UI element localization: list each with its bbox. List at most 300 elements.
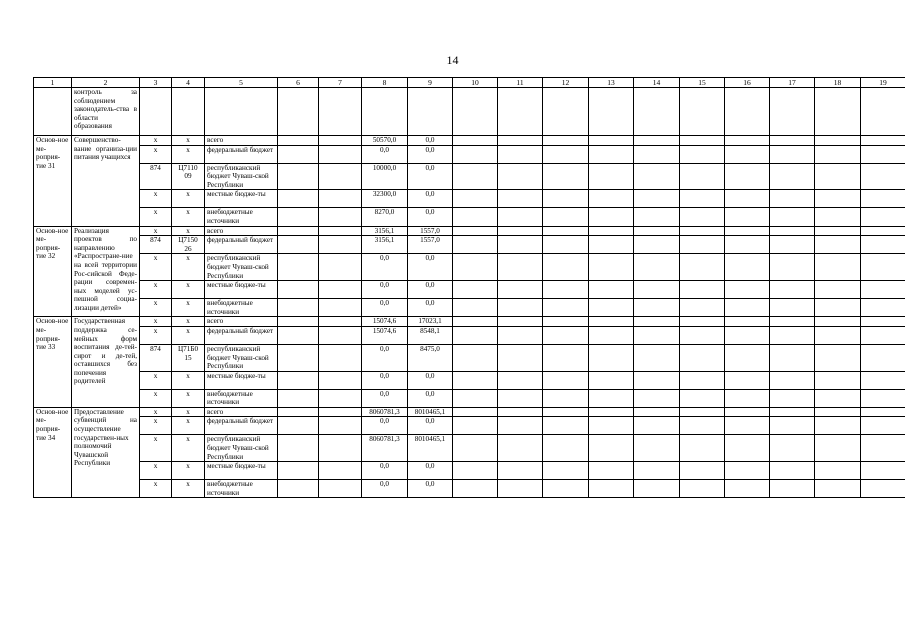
section-cell: x: [172, 190, 205, 208]
value-2018: 0,0: [408, 371, 453, 389]
empty-cell: [498, 236, 543, 254]
empty-cell: [589, 389, 634, 407]
empty-cell: [278, 326, 319, 344]
table-row: [34, 163, 905, 190]
empty-cell: [453, 88, 498, 136]
value-2018: 8010465,1: [408, 435, 453, 462]
empty-cell: [543, 254, 589, 281]
table-row: [34, 389, 905, 407]
empty-cell: [453, 407, 498, 417]
empty-cell: [634, 136, 680, 146]
activity-name: Государственная поддержка се-мейных форм воспитания де-тей-сирот и де-тей, оставшихся без попечения родителей: [72, 317, 140, 408]
grbs-cell: x: [140, 435, 172, 462]
empty-cell: [453, 435, 498, 462]
header-cell: 16: [725, 78, 770, 88]
name-cell: контроль за соблюдением законодатель-ства в области образования: [72, 88, 140, 136]
table-row: [34, 136, 905, 146]
empty-cell: [725, 236, 770, 254]
empty-cell: [680, 281, 725, 299]
header-cell: 4: [172, 78, 205, 88]
value-2018: 8475,0: [408, 344, 453, 371]
empty-cell: [453, 190, 498, 208]
value-2018: 0,0: [408, 208, 453, 226]
grbs-cell: x: [140, 462, 172, 480]
empty-cell: [319, 281, 362, 299]
empty-cell: [453, 480, 498, 498]
empty-cell: [634, 299, 680, 317]
section-cell: x: [172, 299, 205, 317]
empty-cell: [815, 281, 861, 299]
empty-cell: [861, 145, 905, 163]
empty-cell: [861, 344, 905, 371]
value-2017: 0,0: [362, 344, 408, 371]
empty-cell: [319, 190, 362, 208]
budget-table: [33, 77, 905, 498]
empty-cell: [815, 136, 861, 146]
funding-source: всего: [205, 407, 278, 417]
header-cell: 5: [205, 78, 278, 88]
empty-cell: [498, 254, 543, 281]
empty-cell: [589, 407, 634, 417]
empty-cell: [770, 299, 815, 317]
empty-cell: [725, 163, 770, 190]
empty-cell: [725, 208, 770, 226]
funding-source: республиканский бюджет Чуваш-ской Республики: [205, 344, 278, 371]
empty-cell: [680, 190, 725, 208]
empty-cell: [543, 417, 589, 435]
empty-cell: [453, 254, 498, 281]
empty-cell: [770, 435, 815, 462]
grbs-cell: x: [140, 299, 172, 317]
empty-cell: [815, 417, 861, 435]
empty-cell: [815, 435, 861, 462]
empty-cell: [453, 389, 498, 407]
empty-cell: [725, 326, 770, 344]
empty-cell: [815, 208, 861, 226]
table-row: [34, 435, 905, 462]
table-body: [34, 78, 905, 498]
value-2018: 0,0: [408, 190, 453, 208]
empty-cell: [725, 88, 770, 136]
empty-cell: [861, 435, 905, 462]
empty-cell: [453, 136, 498, 146]
empty-cell: [278, 145, 319, 163]
value-2018: 1557,0: [408, 236, 453, 254]
empty-cell: [498, 344, 543, 371]
empty-cell: [725, 480, 770, 498]
value-2018: 0,0: [408, 136, 453, 146]
activity-name: Совершенство-вание организа-ции питания учащихся: [72, 136, 140, 227]
empty-cell: [770, 407, 815, 417]
empty-cell: [319, 326, 362, 344]
empty-cell: [725, 435, 770, 462]
empty-cell: [634, 326, 680, 344]
empty-cell: [543, 326, 589, 344]
empty-cell: [680, 163, 725, 190]
empty-cell: [589, 136, 634, 146]
empty-cell: [319, 462, 362, 480]
empty-cell: [861, 417, 905, 435]
funding-source: федеральный бюджет: [205, 236, 278, 254]
grbs-cell: 874: [140, 163, 172, 190]
header-cell: 19: [861, 78, 905, 88]
header-cell: 1: [34, 78, 72, 88]
empty-cell: [278, 226, 319, 236]
value-2018: 0,0: [408, 389, 453, 407]
value-2017: 0,0: [362, 371, 408, 389]
empty-cell: [589, 190, 634, 208]
empty-cell: [634, 163, 680, 190]
empty-cell: [453, 299, 498, 317]
empty-cell: [861, 371, 905, 389]
empty-cell: [680, 145, 725, 163]
grbs-cell: 874: [140, 344, 172, 371]
header-cell: 10: [453, 78, 498, 88]
empty-cell: [589, 480, 634, 498]
empty-cell: [543, 163, 589, 190]
empty-cell: [770, 344, 815, 371]
empty-cell: [498, 317, 543, 327]
empty-cell: [589, 163, 634, 190]
empty-cell: [278, 407, 319, 417]
code-cell: [34, 88, 72, 136]
empty-cell: [589, 462, 634, 480]
value-2017: 8060781,3: [362, 407, 408, 417]
header-cell: 12: [543, 78, 589, 88]
value-2017: 0,0: [362, 480, 408, 498]
empty-cell: [278, 389, 319, 407]
empty-cell: [453, 417, 498, 435]
empty-cell: [589, 417, 634, 435]
value-2017: 0,0: [362, 254, 408, 281]
empty-cell: [770, 480, 815, 498]
empty-cell: [815, 299, 861, 317]
empty-cell: [725, 299, 770, 317]
empty-cell: [815, 145, 861, 163]
table-row: [34, 254, 905, 281]
empty-cell: [498, 407, 543, 417]
empty-cell: [319, 317, 362, 327]
grbs-cell: x: [140, 407, 172, 417]
funding-source: местные бюдже-ты: [205, 462, 278, 480]
empty-cell: [278, 208, 319, 226]
value-2017: 3156,1: [362, 226, 408, 236]
section-cell: x: [172, 389, 205, 407]
header-cell: 13: [589, 78, 634, 88]
empty-cell: [543, 480, 589, 498]
empty-cell: [362, 88, 408, 136]
empty-cell: [543, 145, 589, 163]
empty-cell: [278, 254, 319, 281]
empty-cell: [634, 254, 680, 281]
empty-cell: [589, 299, 634, 317]
empty-cell: [634, 190, 680, 208]
section-cell: x: [172, 435, 205, 462]
empty-cell: [498, 163, 543, 190]
empty-cell: [770, 145, 815, 163]
value-2018: 0,0: [408, 163, 453, 190]
empty-cell: [634, 417, 680, 435]
empty-cell: [770, 208, 815, 226]
empty-cell: [278, 88, 319, 136]
empty-cell: [770, 462, 815, 480]
value-2017: 8270,0: [362, 208, 408, 226]
empty-cell: [319, 208, 362, 226]
header-cell: 11: [498, 78, 543, 88]
empty-cell: [815, 163, 861, 190]
table-row: [34, 344, 905, 371]
empty-cell: [278, 344, 319, 371]
table-row: [34, 145, 905, 163]
empty-cell: [319, 163, 362, 190]
section-cell: Ц7110 09: [172, 163, 205, 190]
empty-cell: [498, 480, 543, 498]
empty-cell: [680, 407, 725, 417]
empty-cell: [278, 236, 319, 254]
empty-cell: [770, 236, 815, 254]
empty-cell: [680, 299, 725, 317]
section-cell: Ц71Б0 15: [172, 344, 205, 371]
empty-cell: [319, 407, 362, 417]
table-row: [34, 226, 905, 236]
empty-cell: [815, 254, 861, 281]
empty-cell: [725, 389, 770, 407]
empty-cell: [278, 317, 319, 327]
empty-cell: [589, 236, 634, 254]
empty-cell: [861, 480, 905, 498]
grbs-cell: x: [140, 480, 172, 498]
empty-cell: [589, 281, 634, 299]
grbs-cell: x: [140, 136, 172, 146]
grbs-cell: x: [140, 317, 172, 327]
empty-cell: [680, 417, 725, 435]
empty-cell: [453, 163, 498, 190]
value-2018: 0,0: [408, 145, 453, 163]
empty-cell: [770, 417, 815, 435]
empty-cell: [498, 326, 543, 344]
table-row: [34, 281, 905, 299]
table-row: [34, 417, 905, 435]
empty-cell: [498, 136, 543, 146]
empty-cell: [815, 317, 861, 327]
table-row: [34, 236, 905, 254]
empty-cell: [861, 226, 905, 236]
empty-cell: [278, 299, 319, 317]
funding-source: республиканский бюджет Чуваш-ской Республики: [205, 254, 278, 281]
empty-cell: [498, 417, 543, 435]
grbs-cell: x: [140, 417, 172, 435]
table-row: [34, 480, 905, 498]
funding-source: всего: [205, 136, 278, 146]
empty-cell: [453, 317, 498, 327]
empty-cell: [634, 317, 680, 327]
activity-code: Основ-ное ме-роприя-тие 31: [34, 136, 72, 227]
empty-cell: [634, 88, 680, 136]
empty-cell: [861, 299, 905, 317]
empty-cell: [634, 407, 680, 417]
empty-cell: [498, 299, 543, 317]
grbs-cell: x: [140, 389, 172, 407]
empty-cell: [861, 281, 905, 299]
section-cell: x: [172, 407, 205, 417]
section-cell: x: [172, 281, 205, 299]
empty-cell: [543, 88, 589, 136]
empty-cell: [770, 88, 815, 136]
empty-cell: [319, 136, 362, 146]
grbs-cell: x: [140, 281, 172, 299]
empty-cell: [861, 163, 905, 190]
grbs-cell: x: [140, 254, 172, 281]
empty-cell: [319, 417, 362, 435]
empty-cell: [815, 407, 861, 417]
empty-cell: [815, 344, 861, 371]
empty-cell: [634, 462, 680, 480]
empty-cell: [319, 236, 362, 254]
empty-cell: [543, 299, 589, 317]
empty-cell: [861, 236, 905, 254]
empty-cell: [680, 254, 725, 281]
funding-source: местные бюдже-ты: [205, 190, 278, 208]
empty-cell: [589, 208, 634, 226]
empty-cell: [498, 145, 543, 163]
empty-cell: [589, 254, 634, 281]
empty-cell: [815, 389, 861, 407]
value-2018: 0,0: [408, 254, 453, 281]
empty-cell: [589, 371, 634, 389]
funding-source: республиканский бюджет Чуваш-ской Республики: [205, 435, 278, 462]
empty-cell: [680, 435, 725, 462]
empty-cell: [634, 208, 680, 226]
grbs-cell: x: [140, 208, 172, 226]
activity-code: Основ-ное ме-роприя-тие 34: [34, 407, 72, 498]
section-cell: x: [172, 480, 205, 498]
empty-cell: [543, 236, 589, 254]
table-row: [34, 317, 905, 327]
empty-cell: [680, 236, 725, 254]
continuation-row: [34, 88, 905, 136]
value-2017: 50570,0: [362, 136, 408, 146]
empty-cell: [543, 407, 589, 417]
empty-cell: [634, 344, 680, 371]
table-row: [34, 407, 905, 417]
empty-cell: [861, 407, 905, 417]
empty-cell: [634, 389, 680, 407]
empty-cell: [453, 371, 498, 389]
empty-cell: [770, 371, 815, 389]
value-2018: 1557,0: [408, 226, 453, 236]
funding-source: федеральный бюджет: [205, 145, 278, 163]
grbs-cell: x: [140, 145, 172, 163]
empty-cell: [319, 389, 362, 407]
empty-cell: [589, 226, 634, 236]
empty-cell: [543, 317, 589, 327]
header-cell: 8: [362, 78, 408, 88]
empty-cell: [589, 435, 634, 462]
empty-cell: [319, 435, 362, 462]
section-cell: x: [172, 417, 205, 435]
empty-cell: [680, 136, 725, 146]
empty-cell: [543, 190, 589, 208]
value-2017: 15074,6: [362, 317, 408, 327]
empty-cell: [725, 462, 770, 480]
empty-cell: [453, 226, 498, 236]
empty-cell: [725, 371, 770, 389]
empty-cell: [725, 317, 770, 327]
funding-source: всего: [205, 226, 278, 236]
grbs-cell: 874: [140, 236, 172, 254]
grbs-cell: x: [140, 190, 172, 208]
funding-source: внебюджетные источники: [205, 480, 278, 498]
empty-cell: [543, 435, 589, 462]
empty-cell: [634, 371, 680, 389]
empty-cell: [861, 190, 905, 208]
value-2018: 0,0: [408, 480, 453, 498]
empty-cell: [319, 254, 362, 281]
empty-cell: [589, 88, 634, 136]
header-cell: 9: [408, 78, 453, 88]
value-2017: 0,0: [362, 462, 408, 480]
empty-cell: [543, 208, 589, 226]
empty-cell: [770, 226, 815, 236]
funding-source: внебюджетные источники: [205, 299, 278, 317]
empty-cell: [680, 371, 725, 389]
empty-cell: [815, 226, 861, 236]
table-row: [34, 326, 905, 344]
empty-cell: [453, 462, 498, 480]
empty-cell: [815, 190, 861, 208]
section-cell: x: [172, 462, 205, 480]
empty-cell: [861, 389, 905, 407]
empty-cell: [453, 326, 498, 344]
value-2018: 0,0: [408, 281, 453, 299]
empty-cell: [815, 236, 861, 254]
empty-cell: [815, 326, 861, 344]
empty-cell: [543, 389, 589, 407]
empty-cell: [319, 226, 362, 236]
section-cell: x: [172, 145, 205, 163]
empty-cell: [770, 190, 815, 208]
empty-cell: [861, 208, 905, 226]
empty-cell: [634, 145, 680, 163]
empty-cell: [634, 226, 680, 236]
empty-cell: [498, 281, 543, 299]
header-cell: 18: [815, 78, 861, 88]
empty-cell: [172, 88, 205, 136]
value-2018: 0,0: [408, 417, 453, 435]
empty-cell: [815, 88, 861, 136]
header-cell: 7: [319, 78, 362, 88]
empty-cell: [140, 88, 172, 136]
section-cell: x: [172, 254, 205, 281]
empty-cell: [498, 208, 543, 226]
funding-source: местные бюдже-ты: [205, 281, 278, 299]
value-2017: 32300,0: [362, 190, 408, 208]
section-cell: x: [172, 326, 205, 344]
value-2018: 8010465,1: [408, 407, 453, 417]
empty-cell: [725, 254, 770, 281]
empty-cell: [861, 136, 905, 146]
empty-cell: [725, 281, 770, 299]
empty-cell: [815, 480, 861, 498]
empty-cell: [319, 145, 362, 163]
funding-source: внебюджетные источники: [205, 389, 278, 407]
grbs-cell: x: [140, 371, 172, 389]
funding-source: всего: [205, 317, 278, 327]
value-2017: 0,0: [362, 389, 408, 407]
empty-cell: [815, 462, 861, 480]
funding-source: федеральный бюджет: [205, 417, 278, 435]
table-row: [34, 208, 905, 226]
